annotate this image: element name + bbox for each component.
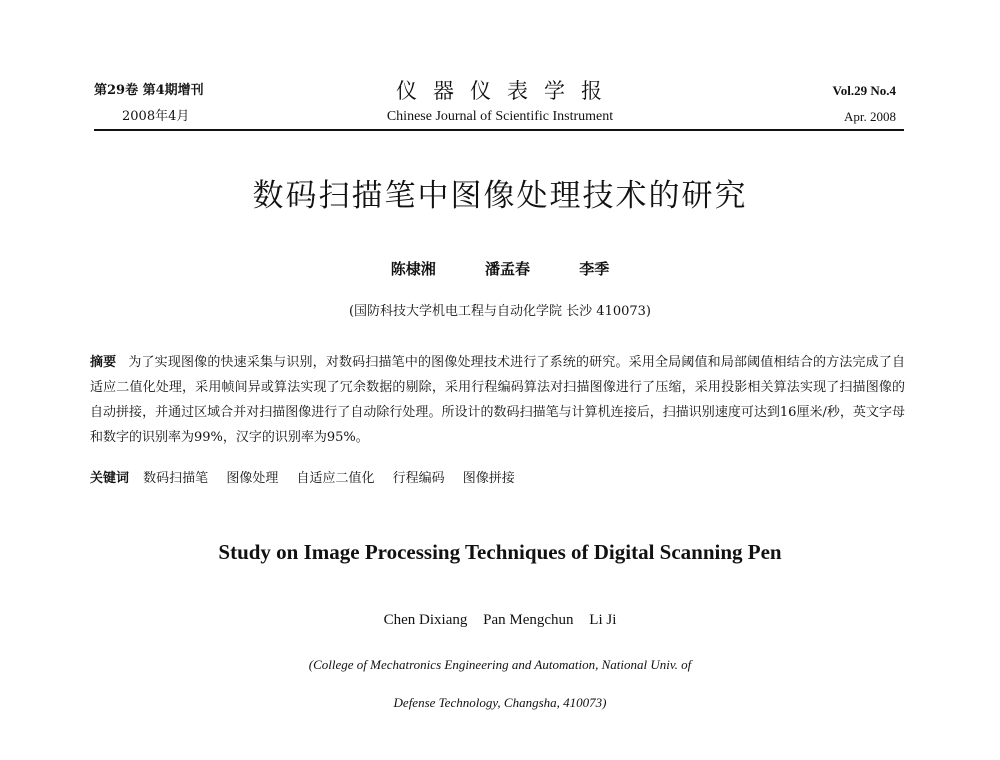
keyword: 图像拼接 (462, 471, 515, 486)
header-date-en: Apr. 2008 (844, 109, 896, 124)
paper-title-cn: 数码扫描笔中图像处理技术的研究 (252, 178, 748, 214)
abstract-text: 为了实现图像的快速采集与识别，对数码扫描笔中的图像处理技术进行了系统的研究。采用全局阈值和局部阈值相结合的方法完成了自适应二值化处理，采用帧间异或算法实现了冗余数据的剔除，采用行程编码算法对扫描图像进行了压缩，采用投影相关算法实现了扫描图像的自动拼接，并通过区域合并对扫描图像进行了自动除行处理。所设计的数码扫描笔与计算机连接后，扫描识别速度可达到16厘米/秒，英文字母和数字的识别率为99%，汉字的识别率为95%。 (90, 355, 905, 445)
author-cn: 李季 (579, 260, 610, 278)
author-en: Pan Mengchun (483, 612, 574, 628)
affiliation-cn: (国防科技大学机电工程与自动化学院 长沙 410073) (348, 304, 652, 319)
affiliation-en-line1: (College of Mechatronics Engineering and Automation, National Univ. of (308, 657, 692, 672)
keywords-cn (90, 466, 905, 491)
affiliation-en-line2: Defense Technology, Changsha, 410073) (393, 695, 607, 710)
header-volume-en: Vol.29 No.4 (832, 83, 896, 98)
abstract-cn (90, 350, 905, 450)
header-volume-cn: 第29卷 第4期增刊 (94, 83, 204, 98)
abstract-label: 摘要 (90, 355, 117, 370)
keyword: 图像处理 (226, 471, 279, 486)
keyword: 自适应二值化 (296, 471, 375, 486)
header-date-cn: 2008年4月 (122, 109, 190, 124)
journal-title-en: Chinese Journal of Scientific Instrument (386, 109, 614, 124)
authors-cn (0, 258, 1000, 279)
keyword: 数码扫描笔 (143, 471, 209, 486)
authors-en (0, 612, 1000, 629)
keyword: 行程编码 (392, 471, 445, 486)
author-en: Chen Dixiang (383, 612, 468, 628)
header-right (833, 78, 896, 130)
header-rule (94, 129, 904, 131)
journal-title-cn: 仪器仪表学报 (396, 79, 618, 103)
author-cn: 陈棣湘 (390, 260, 436, 278)
author-en: Li Ji (589, 612, 617, 628)
author-cn: 潘孟春 (484, 260, 530, 278)
paper-title-en: Study on Image Processing Techniques of Digital Scanning Pen (218, 540, 782, 564)
keywords-label: 关键词 (90, 471, 130, 486)
